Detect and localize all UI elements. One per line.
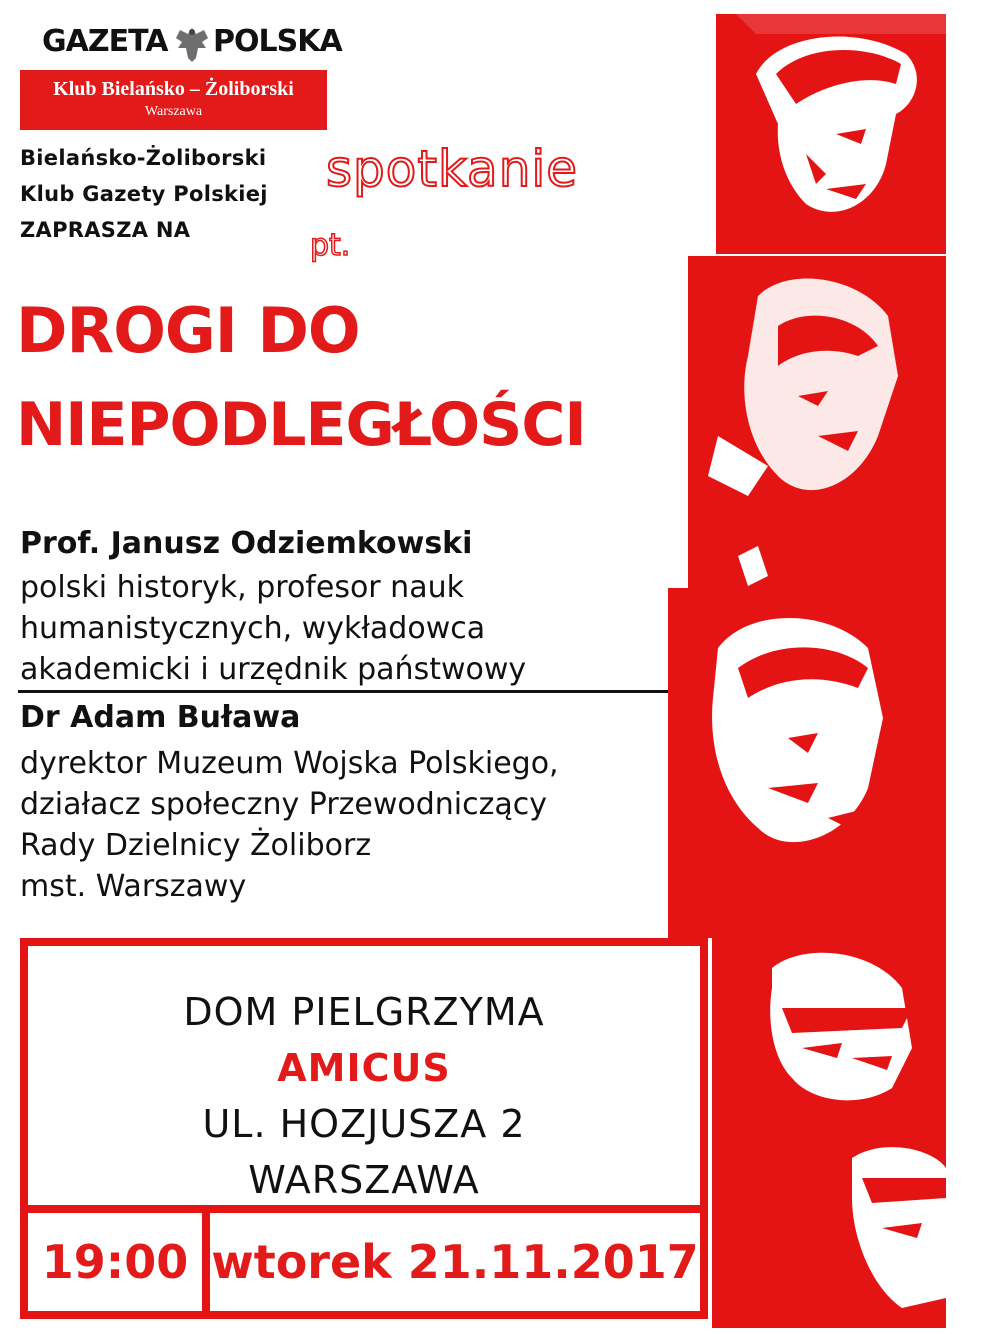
venue-box xyxy=(20,938,708,1205)
venue-city: WARSZAWA xyxy=(248,1158,480,1202)
portrait-4-image xyxy=(712,938,946,1328)
event-time: 19:00 xyxy=(20,1205,210,1319)
event-date: wtorek 21.11.2017 xyxy=(202,1205,708,1319)
portrait-panel-3 xyxy=(668,588,946,938)
logo-wordmark xyxy=(20,18,342,68)
logo-club-band xyxy=(20,70,327,130)
logo-club-name: Klub Bielańsko – Żoliborski xyxy=(53,78,294,100)
speaker-1-description: polski historyk, profesor nauk humanistycznych, wykładowca akademicki i urzędnik państwowy xyxy=(20,570,527,687)
portrait-panel-4 xyxy=(712,938,946,1328)
meeting-word: spotkanie xyxy=(326,140,579,198)
portrait-3-image xyxy=(668,588,946,938)
venue-subname: AMICUS xyxy=(277,1046,451,1090)
venue-name: DOM PIELGRZYMA xyxy=(183,990,545,1034)
logo-brand-right: POLSKA xyxy=(213,24,342,59)
portrait-1-image xyxy=(716,14,946,254)
portrait-panel-2 xyxy=(688,256,946,588)
speaker-1-name: Prof. Janusz Odziemkowski xyxy=(20,526,473,561)
pt-abbreviation: pt. xyxy=(310,228,351,263)
logo-city: Warszawa xyxy=(144,104,203,119)
portrait-2-image xyxy=(688,256,946,588)
intro-line-2: Klub Gazety Polskiej xyxy=(20,182,268,206)
invitation-intro xyxy=(20,140,268,248)
event-title-line-1: DROGI DO xyxy=(16,294,360,367)
venue-street: UL. HOZJUSZA 2 xyxy=(202,1102,526,1146)
eagle-emblem-icon xyxy=(170,24,214,64)
speaker-2-name: Dr Adam Buława xyxy=(20,700,301,735)
event-title-line-2: NIEPODLEGŁOŚCI xyxy=(16,390,586,460)
intro-line-1: Bielańsko-Żoliborski xyxy=(20,146,267,170)
gazeta-polska-logo xyxy=(20,18,342,130)
speaker-2-description: dyrektor Muzeum Wojska Polskiego, działacz społeczny Przewodniczący Rady Dzielnicy Żoliborz mst. Warszawy xyxy=(20,746,559,904)
intro-line-3: ZAPRASZA NA xyxy=(20,218,191,242)
portrait-panel-1 xyxy=(716,14,946,254)
logo-brand-left: GAZETA xyxy=(42,24,168,59)
speaker-divider xyxy=(18,690,670,693)
